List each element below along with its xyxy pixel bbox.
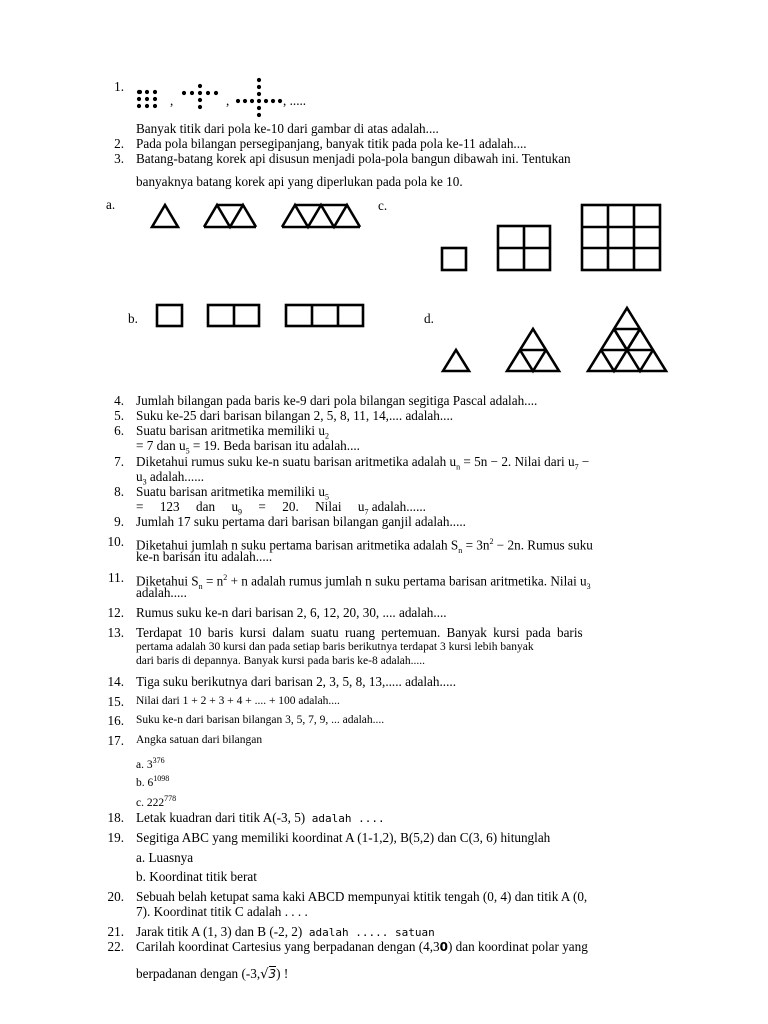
question-text: = 123 dan $u_9$ = 20. Nilai $u_7$ adalah...... xyxy=(136,499,426,517)
question-number: 3. xyxy=(114,151,124,166)
question-text: pertama adalah 30 kursi dan pada setiap baris berikutnya terdapat 3 kursi lebih banyak xyxy=(136,641,534,653)
question-number: 1. xyxy=(114,79,124,94)
question-text: Jumlah 17 suku pertama dari barisan bilangan ganjil adalah..... xyxy=(136,514,466,529)
question-number: 6. xyxy=(114,423,124,438)
square-pattern-3 xyxy=(286,305,363,326)
question-number: 14. xyxy=(107,674,124,689)
question-text: Suku ke-25 dari barisan bilangan 2, 5, 8, 11, 14,.... adalah.... xyxy=(136,408,454,423)
dot-pattern-figure xyxy=(130,76,290,122)
question-number: 22. xyxy=(107,939,124,954)
question-text: Batang-batang korek api disusun menjadi pola-pola bangun dibawah ini. Tentukan xyxy=(136,151,571,166)
dot-pattern-2 xyxy=(182,84,218,109)
option-a: a. $3^{376}$ xyxy=(136,756,165,771)
square-pattern-1 xyxy=(157,305,182,326)
triangle-pattern-1 xyxy=(152,205,178,227)
pattern-separator: , xyxy=(170,93,174,108)
option-b: b. $6^{1098}$ xyxy=(136,774,170,789)
question-text: dari baris di depannya. Banyak kursi pada baris ke-8 adalah..... xyxy=(136,655,425,667)
option-c: c. $222^{778}$ xyxy=(136,794,177,809)
square-pattern-2 xyxy=(208,305,259,326)
question-text: = 7 dan $u_5 = 19$. Beda barisan itu adalah.... xyxy=(136,438,360,456)
pyramid-pattern-2 xyxy=(507,329,559,371)
question-number: 19. xyxy=(107,830,124,845)
question-text: Pada pola bilangan persegipanjang, banyak titik pada pola ke-11 adalah.... xyxy=(136,136,527,151)
question-text: Diketahui rumus suku ke-n suatu barisan aritmetika adalah $u_n = 5n - 2$. Nilai dari $u_7$ − xyxy=(136,454,590,472)
question-number: 9. xyxy=(114,514,124,529)
question-number: 16. xyxy=(107,713,124,728)
question-number: 13. xyxy=(107,625,124,640)
grid-pattern-3 xyxy=(582,205,660,270)
question-text: Jumlah bilangan pada baris ke-9 dari pola bilangan segitiga Pascal adalah.... xyxy=(136,393,538,408)
question-number: 11. xyxy=(108,570,124,585)
question-text: Tiga suku berikutnya dari barisan 2, 3, 5, 8, 13,..... adalah..... xyxy=(136,674,456,689)
question-text: berpadanan dengan (-3,√3) ! xyxy=(136,966,289,982)
question-text: Letak kuadran dari titik A(-3, 5) adalah .... xyxy=(136,810,385,825)
matchstick-pyramid-figure xyxy=(436,303,666,375)
question-text: Terdapat 10 baris kursi dalam suatu ruang pertemuan. Banyak kursi pada baris xyxy=(136,625,583,640)
pyramid-pattern-3 xyxy=(588,308,666,371)
question-text: adalah..... xyxy=(136,585,187,600)
pattern-separator: , xyxy=(226,93,230,108)
question-text: $u_3$ adalah...... xyxy=(136,469,205,487)
question-number: 17. xyxy=(107,733,124,748)
question-text: Carilah koordinat Cartesius yang berpadanan dengan (4,30) dan koordinat polar yang xyxy=(136,939,588,954)
question-text: Banyak titik dari pola ke-10 dari gambar di atas adalah.... xyxy=(136,121,439,136)
matchstick-triangles-figure xyxy=(145,200,365,232)
question-text: Suatu barisan aritmetika memiliki $u_5$ xyxy=(136,484,329,502)
question-text: 7). Koordinat titik C adalah . . . . xyxy=(136,904,308,919)
figure-label-b: b. xyxy=(128,311,138,326)
matchstick-squares-figure xyxy=(150,300,370,332)
grid-pattern-1 xyxy=(442,248,466,270)
figure-label-c: c. xyxy=(378,198,388,213)
question-number: 12. xyxy=(107,605,124,620)
square-root-icon: √ xyxy=(260,967,269,982)
question-number: 2. xyxy=(114,136,124,151)
option-b: b. Koordinat titik berat xyxy=(136,869,257,884)
question-number: 4. xyxy=(114,393,124,408)
question-text: Diketahui jumlah n suku pertama barisan aritmetika adalah $S_n = 3n^2 - 2n$. Rumus suku xyxy=(136,537,593,556)
question-number: 18. xyxy=(107,810,124,825)
question-number: 20. xyxy=(107,889,124,904)
dot-pattern-3 xyxy=(236,78,282,117)
question-text: Sebuah belah ketupat sama kaki ABCD mempunyai ktitik tengah (0, 4) dan titik A (0, xyxy=(136,889,588,904)
pyramid-pattern-1 xyxy=(443,350,469,371)
grid-pattern-2 xyxy=(498,226,550,270)
question-number: 21. xyxy=(107,924,124,939)
question-text: Suku ke-n dari barisan bilangan 3, 5, 7, 9, ... adalah.... xyxy=(136,714,385,726)
question-number: 7. xyxy=(114,454,124,469)
triangle-pattern-2 xyxy=(204,205,256,227)
question-text: Angka satuan dari bilangan xyxy=(136,734,263,746)
matchstick-grid-figure xyxy=(436,202,666,276)
question-number: 10. xyxy=(107,534,124,549)
question-text: Suatu barisan aritmetika memiliki $u_2$ xyxy=(136,423,329,441)
question-text: banyaknya batang korek api yang diperlukan pada pola ke 10. xyxy=(136,174,463,189)
question-text: Rumus suku ke-n dari barisan 2, 6, 12, 20, 30, .... adalah.... xyxy=(136,605,447,620)
triangle-pattern-3 xyxy=(282,205,360,227)
option-a: a. Luasnya xyxy=(136,850,194,865)
question-number: 8. xyxy=(114,484,124,499)
question-text: ke-n barisan itu adalah..... xyxy=(136,549,273,564)
figure-label-a: a. xyxy=(106,197,116,212)
question-text: Nilai dari 1 + 2 + 3 + 4 + .... + 100 adalah.... xyxy=(136,695,340,707)
question-number: 15. xyxy=(107,694,124,709)
figure-label-d: d. xyxy=(424,311,434,326)
question-text: Diketahui $S_n = n^2 + n$ adalah rumus jumlah n suku pertama barisan aritmetika. Nilai $u_3$ xyxy=(136,573,591,592)
question-text: Jarak titik A (1, 3) dan B (-2, 2) adalah ..... satuan xyxy=(136,924,435,939)
question-text: Segitiga ABC yang memiliki koordinat A (1-1,2), B(5,2) dan C(3, 6) hitunglah xyxy=(136,830,551,845)
pattern-separator: , ..... xyxy=(283,93,307,108)
question-number: 5. xyxy=(114,408,124,423)
